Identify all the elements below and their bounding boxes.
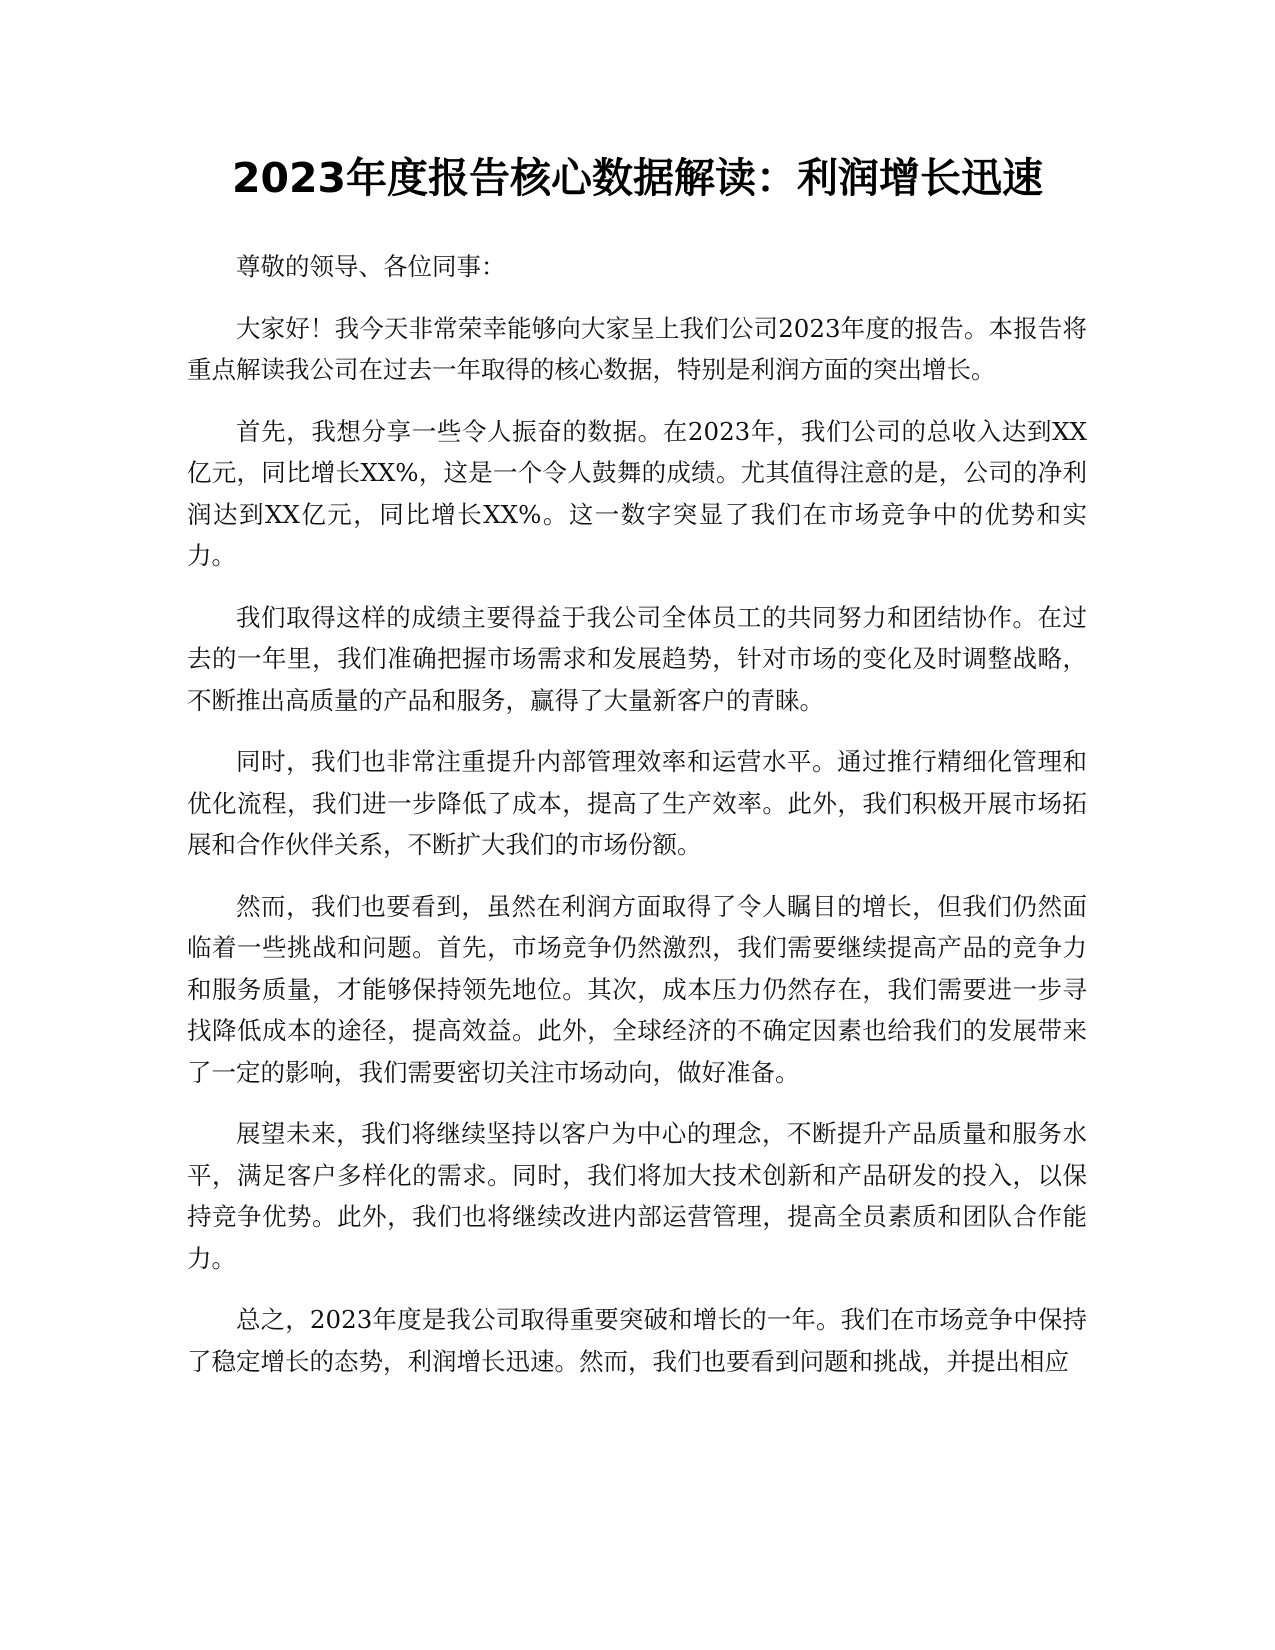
paragraph-management: 同时，我们也非常注重提升内部管理效率和运营水平。通过推行精细化管理和优化流程，我们进一步降低了成本，提高了生产效率。此外，我们积极开展市场拓展和合作伙伴关系，不断扩大我们的市场份额。 <box>187 747 1087 859</box>
paragraph-challenges: 然而，我们也要看到，虽然在利润方面取得了令人瞩目的增长，但我们仍然面临着一些挑战和问题。首先，市场竞争仍然激烈，我们需要继续提高产品的竞争力和服务质量，才能够保持领先地位。其次，成本压力仍然存在，我们需要进一步寻找降低成本的途径，提高效益。此外，全球经济的不确定因素也给我们的发展带来了一定的影响，我们需要密切关注市场动向，做好准备。 <box>187 891 1087 1087</box>
paragraph-key-figures: 首先，我想分享一些令人振奋的数据。在2023年，我们公司的总收入达到XX亿元，同比增长XX%，这是一个令人鼓舞的成绩。尤其值得注意的是，公司的净利润达到XX亿元，同比增长XX%。这一数字突显了我们在市场竞争中的优势和实力。 <box>187 416 1087 570</box>
paragraph-salutation: 尊敬的领导、各位同事： <box>236 252 506 281</box>
paragraph-achievements: 我们取得这样的成绩主要得益于我公司全体员工的共同努力和团结协作。在过去的一年里，我们准确把握市场需求和发展趋势，针对市场的变化及时调整战略，不断推出高质量的产品和服务，赢得了大量新客户的青睐。 <box>187 602 1087 715</box>
document-body <box>187 246 1087 1402</box>
paragraph-outlook: 展望未来，我们将继续坚持以客户为中心的理念，不断提升产品质量和服务水平，满足客户多样化的需求。同时，我们将加大技术创新和产品研发的投入，以保持竞争优势。此外，我们也将继续改进内部运营管理，提高全员素质和团队合作能力。 <box>187 1119 1087 1273</box>
document-title: 2023年度报告核心数据解读：利润增长迅速 <box>231 154 1044 202</box>
paragraph-summary: 总之，2023年度是我公司取得重要突破和增长的一年。我们在市场竞争中保持了稳定增长的态势，利润增长迅速。然而，我们也要看到问题和挑战，并提出相应 <box>187 1305 1087 1376</box>
paragraph-greeting: 大家好！我今天非常荣幸能够向大家呈上我们公司2023年度的报告。本报告将重点解读我公司在过去一年取得的核心数据，特别是利润方面的突出增长。 <box>187 313 1087 384</box>
